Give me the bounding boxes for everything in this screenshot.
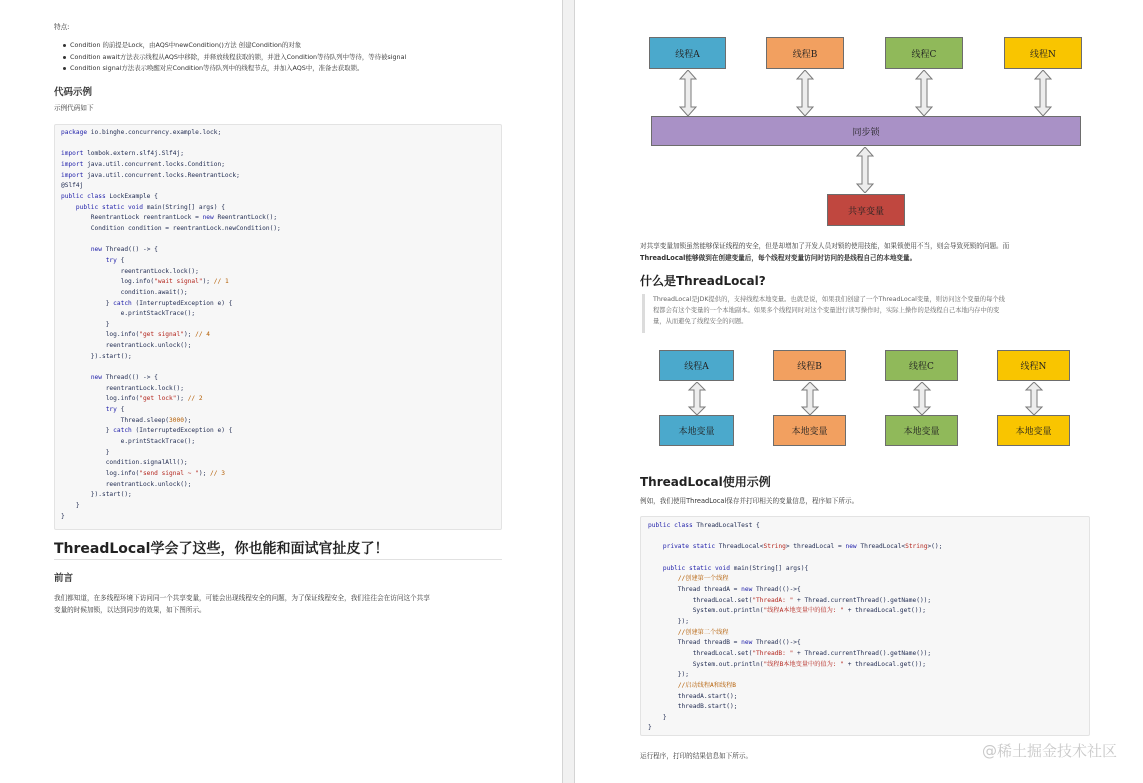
thread-c-box: 线程C (885, 350, 958, 381)
local-variable-box: 本地变量 (659, 415, 734, 446)
watermark: @稀土掘金技术社区 (981, 742, 1117, 760)
thread-a-box: 线程A (649, 37, 726, 69)
double-arrow-icon (855, 147, 875, 193)
threadlocal-code: public class ThreadLocalTest { private static ThreadLocal<String> threadLocal = new ThreadLocal<String>(); public static void main(String[] args){ //创建第一个线程 Thread threadA = new Thread(()->{ threadLocal.set("ThreadA: " + Thread.currentThread().getName()); System.out.println("线程A本地变量中的值为: " + threadLocal.get()); }); //创建第二个线程 Thread threadB = new Thread(()->{ threadLocal.set("ThreadB: " + Thread.currentThread().getName()); System.out.println("线程B本地变量中的值为: " + threadLocal.get()); }); //启动线程A和线程B threadA.start(); threadB.start(); } } (648, 522, 943, 732)
thread-n-box: 线程N (997, 350, 1070, 381)
page-gutter (562, 0, 575, 783)
local-variable-box: 本地变量 (885, 415, 958, 446)
quote-line: 程都会有这个变量的一个本地副本。如果多个线程同时对这个变量进行读写操作时，实际上操作的是线程自己本地内存中的变 (653, 307, 1000, 314)
usage-intro: 例如，我们使用ThreadLocal保存并打印相关的变量信息，程序如下所示。 (640, 497, 859, 505)
feature-item: Condition await方法表示线程从AQS中移除，并释放线程获取的锁，并进入Condition等待队列中等待，等待被signal (70, 52, 406, 64)
sync-lock-box: 同步锁 (651, 116, 1081, 146)
lock-example-code: package io.binghe.concurrency.example.lock; import lombok.extern.slf4j.Slf4j; import java.util.concurrent.locks.Condition; import java.util.concurrent.locks.ReentrantLock; @Slf4j public class LockExample { public static void main(String[] args) { ReentrantLock reentrantLock = new ReentrantLock(); Condition condition = reentrantLock.newCondition(); new Thread(() -> { try { reentrantLock.lock(); log.info("wait signal"); // 1 condition.await(); } catch (InterruptedException e) { e.printStackTrace(); } log.info("get signal"); // 4 reentrantLock.unlock(); }).start(); new Thread(() -> { reentrantLock.lock(); log.info("get lock"); // 2 try { Thread.sleep(3000); } catch (InterruptedException e) { e.printStackTrace(); } condition.signalAll(); log.info("send signal ~ "); // 3 reentrantLock.unlock(); }).start(); } } (61, 129, 281, 520)
article-title: ThreadLocal学会了这些，你也能和面试官扯皮了！ (54, 541, 389, 557)
title-divider (54, 559, 502, 560)
quote-line: 量，从而避免了线程安全的问题。 (653, 318, 748, 325)
code-example-heading: 代码示例 (54, 87, 93, 98)
local-variable-box: 本地变量 (997, 415, 1070, 446)
code-example-intro: 示例代码如下 (54, 104, 94, 112)
double-arrow-icon (678, 70, 698, 116)
preface-line: 变量的时候加锁，以达到同步的效果，如下图所示。 (54, 606, 206, 614)
preface-heading: 前言 (54, 573, 74, 584)
what-is-threadlocal-heading: 什么是ThreadLocal? (640, 274, 766, 288)
paragraph-line: 对共享变量加锁虽然能够保证线程的安全，但是却增加了开发人员对锁的使用技能，如果锁使用不当，则会导致死锁的问题。而 (640, 242, 1010, 250)
quote-line: ThreadLocal是JDK提供的，支持线程本地变量。也就是说，如果我们创建了一个ThreadLocal变量，则访问这个变量的每个线 (653, 296, 1005, 303)
threadlocal-usage-heading: ThreadLocal使用示例 (640, 475, 771, 489)
threadlocal-quote (642, 294, 1082, 333)
paragraph-line-bold: ThreadLocal能够做到在创建变量后，每个线程对变量访问时访问的是线程自己的本地变量。 (640, 254, 917, 262)
feature-item: Condition 的前提是Lock，由AQS中newCondition()方法 创建Condition的对象 (70, 40, 406, 52)
feature-item: Condition signal方法表示唤醒对应Condition等待队列中的线程节点，并加入AQS中，准备去获取锁。 (70, 63, 406, 75)
local-variable-box: 本地变量 (773, 415, 846, 446)
double-arrow-icon (1024, 382, 1044, 415)
thread-c-box: 线程C (885, 37, 963, 69)
thread-b-box: 线程B (773, 350, 846, 381)
shared-variable-box: 共享变量 (827, 194, 905, 226)
features-list (70, 40, 406, 75)
thread-a-box: 线程A (659, 350, 734, 381)
double-arrow-icon (1033, 70, 1053, 116)
double-arrow-icon (914, 70, 934, 116)
run-program-text: 运行程序，打印的结果信息如下所示。 (640, 752, 753, 760)
double-arrow-icon (912, 382, 932, 415)
features-label: 特点: (54, 23, 70, 31)
double-arrow-icon (800, 382, 820, 415)
preface-line: 我们都知道，在多线程环境下访问同一个共享变量，可能会出现线程安全的问题，为了保证线程安全，我们往往会在访问这个共享 (54, 594, 430, 602)
left-page (0, 0, 562, 783)
double-arrow-icon (687, 382, 707, 415)
thread-b-box: 线程B (766, 37, 844, 69)
double-arrow-icon (795, 70, 815, 116)
thread-n-box: 线程N (1004, 37, 1082, 69)
right-page (575, 0, 1143, 783)
